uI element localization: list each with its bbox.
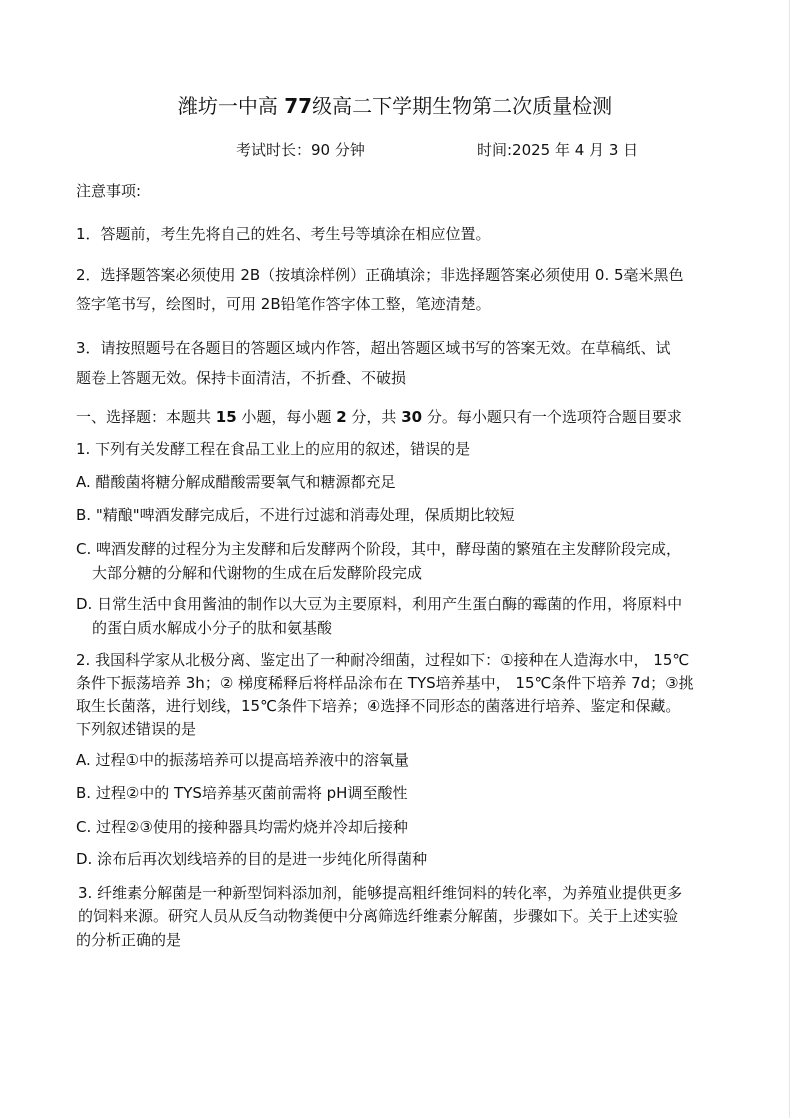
q2-option-c: C. 过程②③使用的接种器具均需灼烧并冷却后接种 (76, 818, 408, 836)
q1-stem: 1. 下列有关发酵工程在食品工业上的应用的叙述，错误的是 (76, 440, 471, 458)
q2-stem-line-3: 取生长菌落，进行划线，15℃条件下培养；④选择不同形态的菌落进行培养、鉴定和保藏。 (76, 697, 681, 715)
q2-option-d: D. 涂布后再次划线培养的目的是进一步纯化所得菌种 (76, 850, 428, 868)
q3-stem-line-1: 3. 纤维素分解菌是一种新型饲料添加剂，能够提高粗纤维饲料的转化率，为养殖业提供更多 (78, 884, 683, 902)
notice-item-1: 1．答题前，考生先将自己的姓名、考生号等填涂在相应位置。 (76, 225, 491, 243)
q2-stem-line-4: 下列叙述错误的是 (76, 720, 197, 738)
notice-item-3-line-1: 3．请按照题号在各题目的答题区域内作答，超出答题区域书写的答案无效。在草稿纸、试 (76, 339, 671, 357)
q3-stem-line-2: 的饲料来源。研究人员从反刍动物粪便中分离筛选纤维素分解菌，步骤如下。关于上述实验 (78, 907, 679, 925)
notice-item-2-line-1: 2．选择题答案必须使用 2B（按填涂样例）正确填涂；非选择题答案必须使用 0. 5毫米黑色 (76, 266, 684, 284)
q3-stem-line-3: 的分析正确的是 (76, 931, 182, 949)
q1-option-c-line-1: C. 啤酒发酵的过程分为主发酵和后发酵两个阶段，其中，酵母菌的繁殖在主发酵阶段完成， (76, 540, 682, 558)
q2-stem-line-1: 2. 我国科学家从北极分离、鉴定出了一种耐冷细菌，过程如下：①接种在人造海水中， 15℃ (76, 651, 690, 669)
page-title (0, 93, 790, 119)
q2-stem-line-2: 条件下振荡培养 3h；② 梯度稀释后将样品涂布在 TYS培养基中， 15℃条件下培养 7d；③挑 (76, 674, 694, 692)
title-grade: 77 (284, 94, 313, 118)
title-part: 潍坊一中高 (177, 94, 285, 118)
section-heading: 一、选择题：本题共 15 小题，每小题 2 分，共 30 分。每小题只有一个选项符合题目要求 (76, 408, 682, 426)
q1-option-a: A. 醋酸菌将糖分解成醋酸需要氧气和糖源都充足 (76, 473, 396, 491)
q1-option-d-line-2: 的蛋白质水解成小分子的肽和氨基酸 (92, 619, 333, 637)
exam-duration: 考试时长：90 分钟 (236, 141, 365, 159)
exam-date: 时间:2025 年 4 月 3 日 (477, 141, 639, 159)
notice-heading: 注意事项: (76, 182, 142, 200)
q2-option-a: A. 过程①中的振荡培养可以提高培养液中的溶氧量 (76, 751, 409, 769)
q1-option-b: B. "精酿"啤酒发酵完成后，不进行过滤和消毒处理，保质期比较短 (76, 506, 515, 524)
notice-item-3-line-2: 题卷上答题无效。保持卡面清洁，不折叠、不破损 (76, 369, 407, 387)
q2-option-b: B. 过程②中的 TYS培养基灭菌前需将 pH调至酸性 (76, 784, 408, 802)
notice-item-2-line-2: 签字笔书写，绘图时，可用 2B铅笔作答字体工整，笔迹清楚。 (76, 295, 491, 313)
q1-option-d-line-1: D. 日常生活中食用酱油的制作以大豆为主要原料，利用产生蛋白酶的霉菌的作用，将原料中 (76, 595, 683, 613)
q1-option-c-line-2: 大部分糖的分解和代谢物的生成在后发酵阶段完成 (92, 564, 423, 582)
title-part: 级高二下学期生物第二次质量检测 (312, 94, 613, 118)
